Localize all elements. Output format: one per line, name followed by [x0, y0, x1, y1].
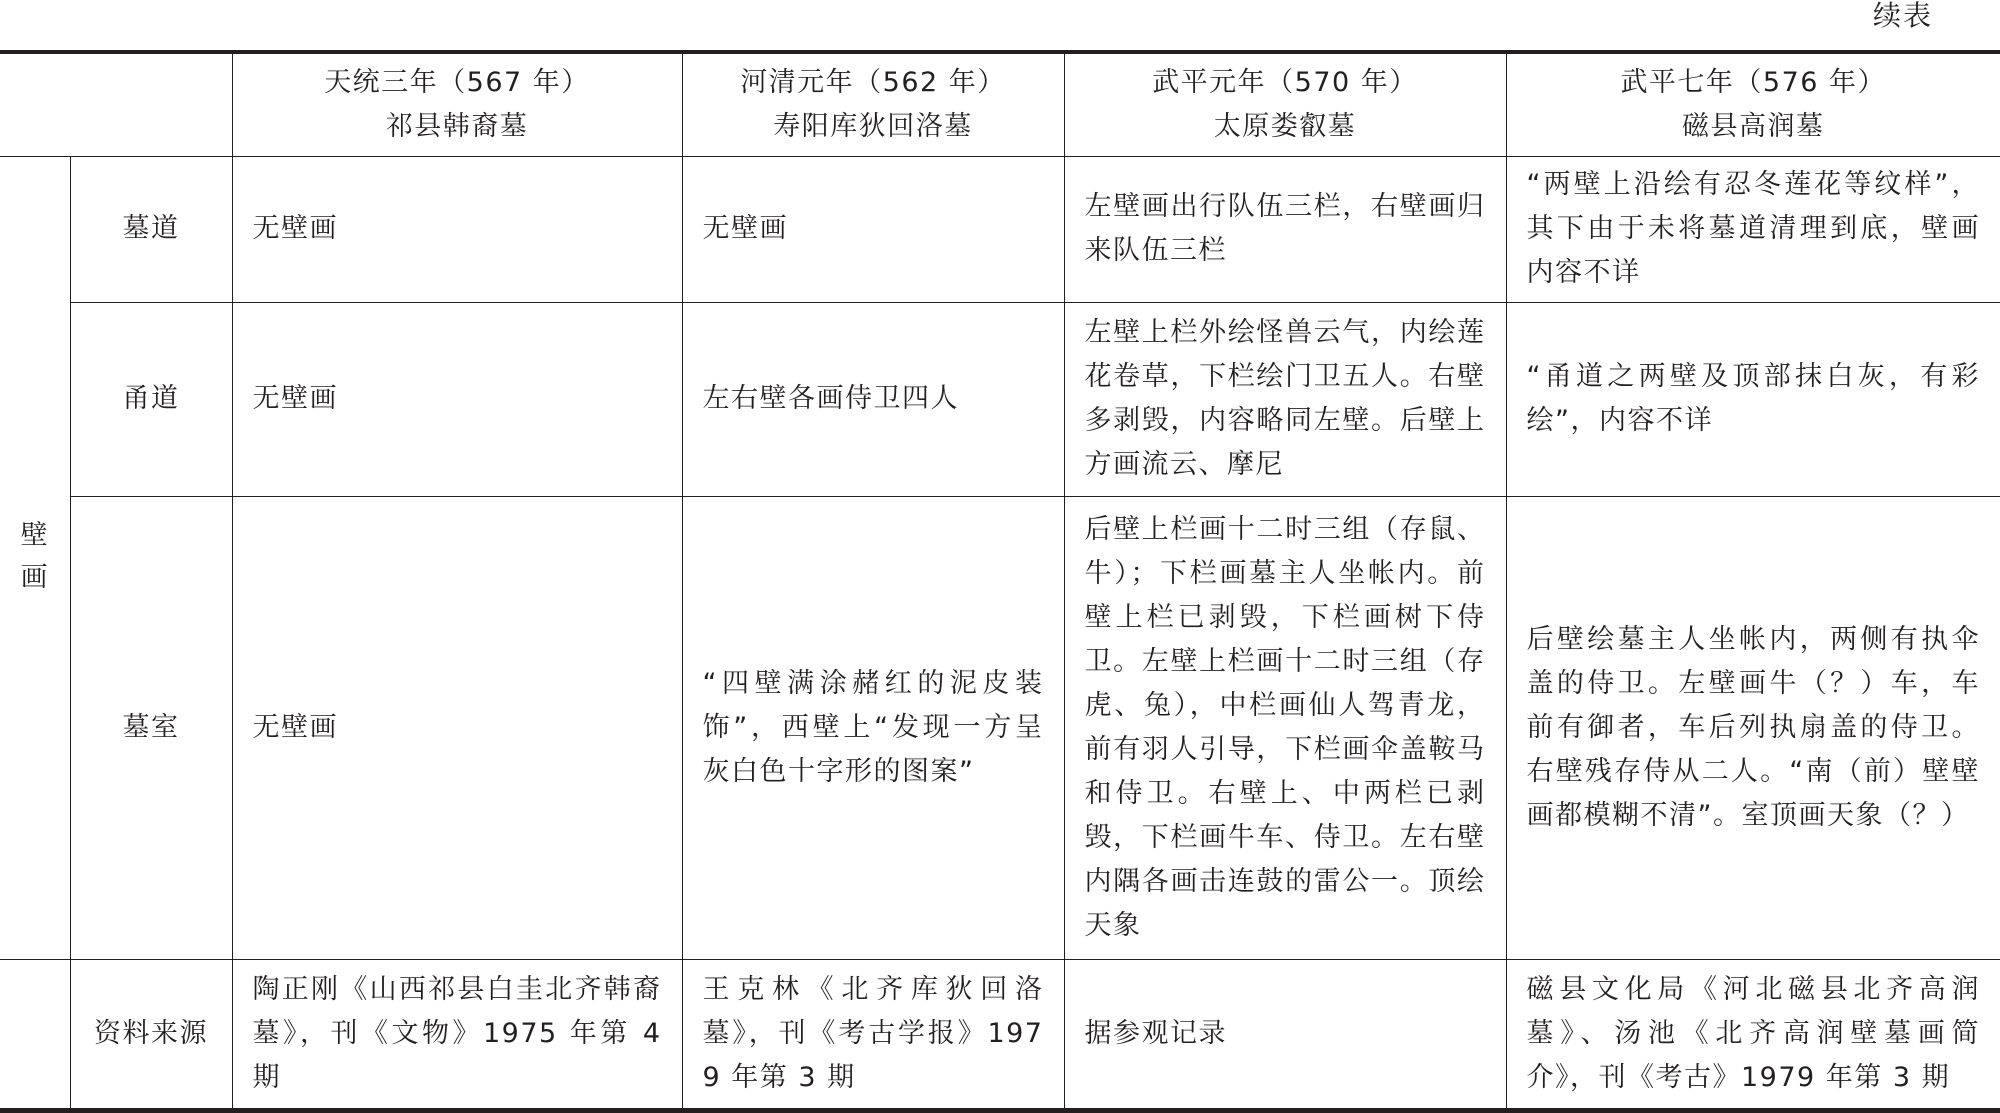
- column-header: [232, 54, 682, 156]
- column-tomb: 磁县高润墓: [1682, 110, 1825, 142]
- table-cell: 无壁画: [232, 496, 682, 959]
- table-cell: “四壁满涂赭红的泥皮装饰”，西壁上“发现一方呈灰白色十字形的图案”: [682, 496, 1064, 959]
- source-cell: 王克林《北齐库狄回洛墓》，刊《考古学报》1979 年第 3 期: [682, 959, 1064, 1108]
- column-period: 河清元年（562 年）: [740, 66, 1006, 98]
- column-tomb: 太原娄叡墓: [1213, 110, 1357, 142]
- row-label: 甬道: [70, 302, 232, 496]
- tomb-mural-comparison-table: [0, 54, 2000, 1108]
- column-header: [1506, 54, 2000, 156]
- source-row: [0, 959, 2000, 1108]
- table-cell: 左壁上栏外绘怪兽云气，内绘莲花卷草，下栏绘门卫五人。右壁多剥毁，内容略同左壁。后壁上方画流云、摩尼: [1064, 302, 1506, 496]
- column-period: 天统三年（567 年）: [324, 66, 590, 98]
- table-cell: 后壁绘墓主人坐帐内，两侧有执伞盖的侍卫。左壁画牛（？）车，车前有御者，车后列执扇盖的侍卫。右壁残存侍从二人。“南（前）壁壁画都模糊不清”。室顶画天象（？）: [1506, 496, 2000, 959]
- table-cell: 后壁上栏画十二时三组（存鼠、牛）；下栏画墓主人坐帐内。前壁上栏已剥毁，下栏画树下侍卫。左壁上栏画十二时三组（存虎、兔），中栏画仙人驾青龙，前有羽人引导，下栏画伞盖鞍马和侍卫。右壁上、中两栏已剥毁，下栏画牛车、侍卫。左右壁内隅各画击连鼓的雷公一。顶绘天象: [1064, 496, 1506, 959]
- row-label: 资料来源: [70, 959, 232, 1108]
- table-cell: 左右壁各画侍卫四人: [682, 302, 1064, 496]
- column-header: [682, 54, 1064, 156]
- source-cell: 陶正刚《山西祁县白圭北齐韩裔墓》，刊《文物》1975 年第 4 期: [232, 959, 682, 1108]
- column-tomb: 祁县韩裔墓: [385, 110, 529, 142]
- mural-group-label: 壁画: [0, 156, 70, 959]
- column-period: 武平七年（576 年）: [1620, 66, 1887, 98]
- row-label: 墓室: [70, 496, 232, 959]
- source-row-spacer: [0, 959, 70, 1108]
- table-cell: 无壁画: [232, 156, 682, 302]
- table-cell: 无壁画: [232, 302, 682, 496]
- source-cell: 磁县文化局《河北磁县北齐高润墓》、汤池《北齐高润壁墓画简介》，刊《考古》1979 年第 3 期: [1506, 959, 2000, 1108]
- header-corner-cell: [0, 54, 232, 156]
- table-cell: 无壁画: [682, 156, 1064, 302]
- bottom-rule: [0, 1108, 2000, 1113]
- table-cell: “甬道之两壁及顶部抹白灰，有彩绘”，内容不详: [1506, 302, 2000, 496]
- header-row: [0, 54, 2000, 156]
- table-cell: “两壁上沿绘有忍冬莲花等纹样”，其下由于未将墓道清理到底，壁画内容不详: [1506, 156, 2000, 302]
- column-tomb: 寿阳库狄回洛墓: [773, 110, 973, 142]
- column-period: 武平元年（570 年）: [1152, 66, 1418, 98]
- continued-table-label: 续表: [1872, 0, 1933, 32]
- table-row: [0, 156, 2000, 302]
- column-header: [1064, 54, 1506, 156]
- row-label: 墓道: [70, 156, 232, 302]
- table-row: [0, 496, 2000, 959]
- table-row: [0, 302, 2000, 496]
- table-cell: 左壁画出行队伍三栏，右壁画归来队伍三栏: [1064, 156, 1506, 302]
- source-cell: 据参观记录: [1064, 959, 1506, 1108]
